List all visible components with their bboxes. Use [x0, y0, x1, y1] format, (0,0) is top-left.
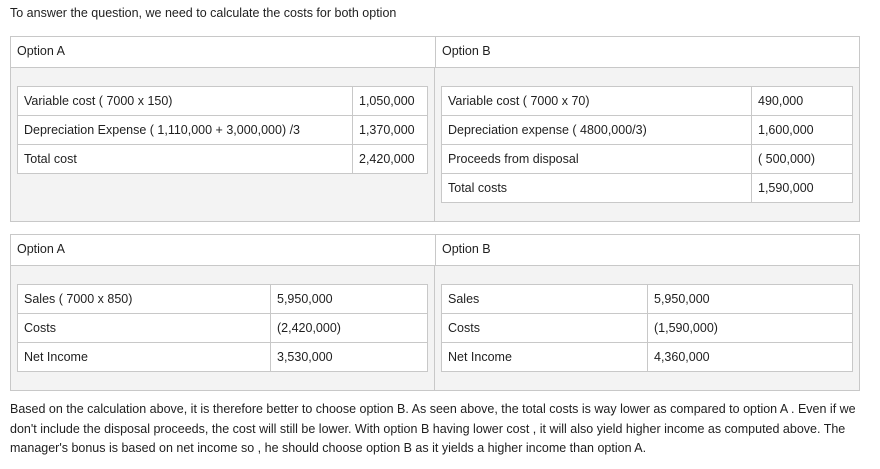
table-row — [18, 314, 428, 343]
costs-option-a-table — [17, 86, 428, 174]
row-label: Sales ( 7000 x 850) — [18, 285, 271, 314]
row-value: 490,000 — [752, 87, 853, 116]
row-label: Costs — [442, 314, 648, 343]
income-option-b-table — [441, 284, 853, 372]
costs-comparison-table — [10, 36, 860, 222]
costs-option-a-header: Option A — [11, 37, 436, 67]
income-option-a-cell — [11, 266, 435, 390]
table-row — [18, 285, 428, 314]
row-value: 4,360,000 — [648, 343, 853, 372]
row-value: 1,600,000 — [752, 116, 853, 145]
table-row — [442, 145, 853, 174]
row-value: 1,050,000 — [353, 87, 428, 116]
row-label: Proceeds from disposal — [442, 145, 752, 174]
row-label: Variable cost ( 7000 x 70) — [442, 87, 752, 116]
row-value: 5,950,000 — [648, 285, 853, 314]
table-row — [442, 343, 853, 372]
income-option-b-cell — [435, 266, 859, 390]
costs-option-b-table — [441, 86, 853, 203]
costs-option-b-header: Option B — [442, 44, 491, 58]
row-value: 1,590,000 — [752, 174, 853, 203]
table-row — [442, 174, 853, 203]
row-value: ( 500,000) — [752, 145, 853, 174]
row-label: Variable cost ( 7000 x 150) — [18, 87, 353, 116]
row-value: 2,420,000 — [353, 145, 428, 174]
row-value: (2,420,000) — [271, 314, 428, 343]
conclusion-text: Based on the calculation above, it is therefore better to choose option B. As seen above, the total costs is way lower as compared to option A . Even if we don't include the disposal proceeds, the cost will still be lower. With option B having lower cost , it will also yield higher income as computed above. The manager's bonus is based on net income so , he should choose option B as it yields a higher income than option A. — [10, 402, 856, 455]
income-header-row — [11, 235, 859, 266]
row-value: (1,590,000) — [648, 314, 853, 343]
table-row — [18, 145, 428, 174]
income-comparison-table — [10, 234, 860, 391]
table-row — [442, 285, 853, 314]
row-value: 1,370,000 — [353, 116, 428, 145]
row-value: 5,950,000 — [271, 285, 428, 314]
table-row — [442, 314, 853, 343]
income-option-a-header: Option A — [11, 235, 436, 265]
row-value: 3,530,000 — [271, 343, 428, 372]
row-label: Depreciation expense ( 4800,000/3) — [442, 116, 752, 145]
intro-text: To answer the question, we need to calculate the costs for both option — [10, 6, 397, 20]
row-label: Total costs — [442, 174, 752, 203]
table-row — [18, 87, 428, 116]
income-option-a-table — [17, 284, 428, 372]
row-label: Net Income — [18, 343, 271, 372]
table-row — [18, 116, 428, 145]
costs-option-a-cell — [11, 68, 435, 221]
row-label: Sales — [442, 285, 648, 314]
row-label: Costs — [18, 314, 271, 343]
row-label: Net Income — [442, 343, 648, 372]
row-label: Depreciation Expense ( 1,110,000 + 3,000,000) /3 — [18, 116, 353, 145]
costs-option-b-cell — [435, 68, 859, 221]
row-label: Total cost — [18, 145, 353, 174]
income-option-b-header: Option B — [442, 242, 491, 256]
table-row — [442, 87, 853, 116]
table-row — [18, 343, 428, 372]
costs-header-row — [11, 37, 859, 68]
table-row — [442, 116, 853, 145]
